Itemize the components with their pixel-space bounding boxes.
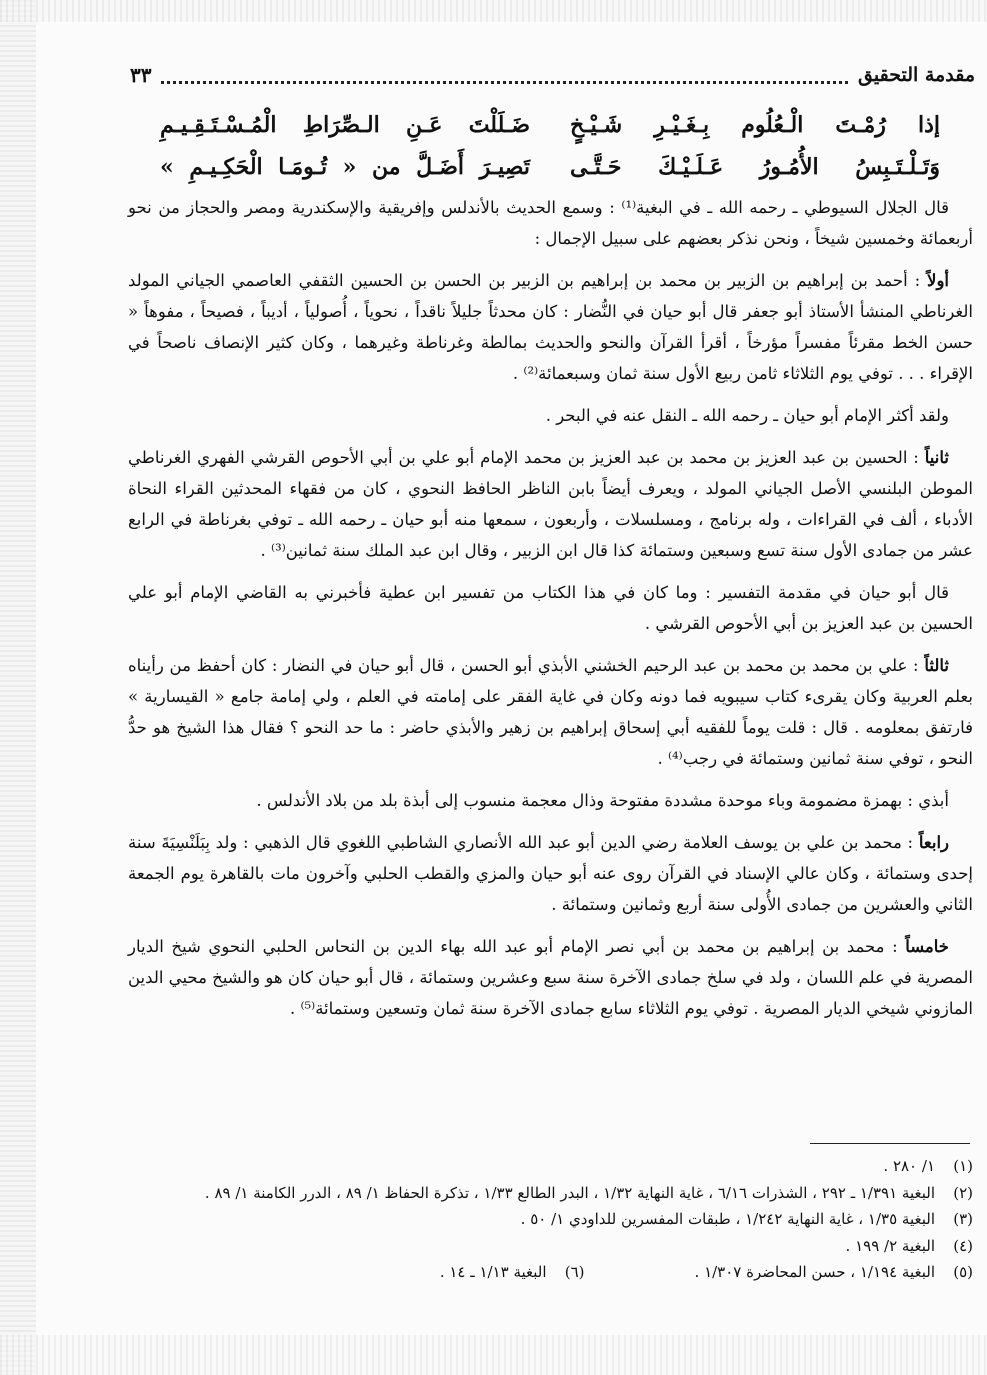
- header-dot-leader: [161, 67, 848, 84]
- poem-hemistich: ضَـلَلْتَ عَـنِ الـصِّرَاطِ الْمُـسْـتَـقِـيـمِ: [160, 112, 530, 138]
- footnote: [128, 1233, 973, 1260]
- footnote: [128, 1180, 973, 1207]
- tafsir-paragraph: قال أبو حيان في مقدمة التفسير : وما كان في هذا الكتاب من تفسير ابن عطية فأخبرني به القاضي الإمام أبو علي الحسين بن عبد العزيز بن أبي الأحوص القرشي .: [128, 583, 973, 633]
- intro-paragraph: قال الجلال السيوطي ـ رحمه الله ـ في البغية⁽¹⁾ : وسمع الحديث بالأندلس وإفريقية والإسكندرية ومصر والحجاز من نحو أربعمائة وخمسين شيخاً ، ونحن نذكر بعضهم على سبيل الإجمال :: [128, 198, 973, 248]
- header-title: مقدمة التحقيق: [858, 64, 975, 86]
- footnote-text: البغية ٢/ ١٩٩ .: [845, 1236, 935, 1255]
- note-paragraph: ولقد أكثر الإمام أبو حيان ـ رحمه الله ـ النقل عنه في البحر .: [545, 406, 949, 425]
- entry-first: [128, 265, 973, 389]
- entry-second: [128, 442, 973, 566]
- poem-hemistich: تَصِيـرَ أَضَـلَّ من « تُـومَـا الْحَكِـيـمِ »: [160, 154, 530, 180]
- poem-hemistich: إذا رُمْـتَ الْـعُلُوم بِـغَـيْـرِ شَـيْـخٍ: [570, 112, 940, 138]
- footnote-number: (٣): [953, 1210, 973, 1228]
- footnote-number: (١): [953, 1157, 973, 1175]
- footnote-number: (٤): [953, 1236, 973, 1255]
- entry-text: : محمد بن إبراهيم بن محمد بن أبي نصر الإمام أبو عبد الله بهاء الدين بن النحاس الحلبي النحوي شيخ الديار المصرية في علم اللسان ، ولد في سلخ جمادى الآخرة سنة سبع وعشرين وستمائة ، قال أبو حيان كان هو والشيخ محيي الدين المازوني شيخي الديار المصرية . توفي يوم الثلاثاء سابع جمادى الآخرة سنة ثمان وتسعين وستمائة⁽⁵⁾ .: [128, 937, 973, 1018]
- footnote-text: ١/ ٢٨٠ .: [883, 1157, 935, 1175]
- entry-lead: ثالثاً: [924, 656, 949, 675]
- scan-edge-left: [0, 0, 36, 1375]
- poem-hemistich: وَتَـلْـتَـبِسُ الأُمُـورُ عَـلَـيْـكَ حَـتَّـى: [570, 154, 940, 180]
- entry-third: [128, 650, 973, 774]
- entry-fifth: [128, 931, 973, 1024]
- entry-text: : محمد بن علي بن يوسف العلامة رضي الدين أبو عبد الله الأنصاري الشاطبي اللغوي قال الذهبي : ولد بِبَلَنْسِيَةَ سنة إحدى وستمائة ، وكان عالي الإسناد في القرآن روى عنه أبو حيان والمزي والقطب الحلبي وآخرون مات بالقاهرة يوم الجمعة الثاني والعشرين من جمادى الأُولى سنة أربع وثمانين وستمائة .: [128, 833, 973, 914]
- poem-block: [160, 104, 940, 188]
- entry-text: : علي بن محمد بن محمد بن عبد الرحيم الخشني الأبذي أبو الحسن ، قال أبو حيان في النضار : كان أحفظ من رأيناه بعلم العربية وكان يقرىء كتاب سيبويه فما دونه وكان في غاية الفقر على إمامته في العلم ، ولي إمامة جامع « القيسارية » فارتفق بمعلومه . قال : قلت يوماً للفقيه أبي إسحاق إبراهيم بن زهير والأبذي حاضر : ما حد النحو ؟ فقال هذا الشيخ هو حدُّ النحو ، توفي سنة ثمانين وستمائة في رجب⁽⁴⁾ .: [128, 656, 973, 768]
- entry-fourth: [128, 827, 973, 920]
- running-header: [130, 58, 975, 92]
- footnote-number: (٦): [564, 1263, 585, 1281]
- scan-edge-bottom: [0, 1335, 987, 1375]
- footnote-number: (٢): [953, 1183, 973, 1202]
- poem-line: [160, 104, 940, 146]
- footnote: [695, 1259, 973, 1286]
- footnote-text: البغية ١/١٩٤ ، حسن المحاضرة ١/٣٠٧ .: [694, 1263, 935, 1281]
- body-text: [128, 192, 973, 1035]
- footnote: [128, 1206, 973, 1233]
- entry-text: : الحسين بن عبد العزيز بن محمد بن عبد العزيز بن محمد الإمام أبو علي بن أبي الأحوص القرشي الفهري الغرناطي الموطن البلنسي الأصل الجياني المولد ، ويعرف أيضاً بابن الناظر الحافظ النحوي ، كان من فقهاء المحدثين القراء النحاة الأدباء ، ألف في القراءات ، وله برنامج ، ومسلسلات ، وأربعون ، سمعها منه أبو حيان ـ رحمه الله ـ توفي بغرناطة في الرابع عشر من جمادى الأول سنة تسع وسبعين وستمائة كذا قال ابن الزبير ، وقال ابن عبد الملك سنة ثمانين⁽³⁾ .: [128, 448, 973, 560]
- footnote-text: البغية ١/٣٥ ، غاية النهاية ١/٢٤٢ ، طبقات المفسرين للداودي ١/ ٥٠ .: [520, 1210, 935, 1228]
- footnote-divider: [810, 1143, 970, 1144]
- footnotes: [128, 1153, 973, 1286]
- entry-lead: رابعاً: [918, 833, 949, 852]
- entry-lead: أولاً: [927, 271, 949, 290]
- entry-lead: خامساً: [905, 937, 949, 956]
- abdhi-paragraph: أبذي : بهمزة مضمومة وباء موحدة مشددة مفتوحة وذال معجمة منسوب إلى أبذة بلد من بلاد الأندلس .: [256, 791, 949, 810]
- footnote-row: [128, 1259, 973, 1286]
- footnote-text: البغية ١/١٣ ـ ١٤ .: [439, 1263, 547, 1281]
- footnote: [440, 1259, 585, 1286]
- footnote-text: البغية ١/٣٩١ ـ ٢٩٢ ، الشذرات ٦/١٦ ، غاية النهاية ١/٣٢ ، البدر الطالع ١/٣٣ ، تذكرة الحفاظ ١/ ٨٩ ، الدرر الكامنة ١/ ٨٩ .: [204, 1183, 935, 1202]
- page-number: ٣٣: [130, 63, 152, 87]
- scan-edge-top: [0, 0, 987, 22]
- entry-lead: ثانياً: [924, 448, 949, 467]
- entry-text: : أحمد بن إبراهيم بن الزبير بن محمد بن إبراهيم بن الزبير بن الحسن بن الحسين الثقفي العاصمي الجياني المولد الغرناطي المنشأ الأستاذ أبو جعفر قال أبو حيان في النُّضار : كان محدثاً جليلاً ناقداً ، نحوياً ، أُصولياً ، أديباً ، فصيحاً ، مفوهاً « حسن الخط مقرئاً مفسراً مؤرخاً ، أقرأ القرآن والنحو والحديث بمالطة وغرناطة وغيرهما ، وكان كثير الإنصاف ناصحاً في الإقراء . . . توفي يوم الثلاثاء ثامن ربيع الأول سنة ثمان وسبعمائة⁽²⁾ .: [128, 271, 973, 383]
- poem-line: [160, 146, 940, 188]
- footnote: [128, 1153, 973, 1180]
- footnote-number: (٥): [953, 1263, 973, 1281]
